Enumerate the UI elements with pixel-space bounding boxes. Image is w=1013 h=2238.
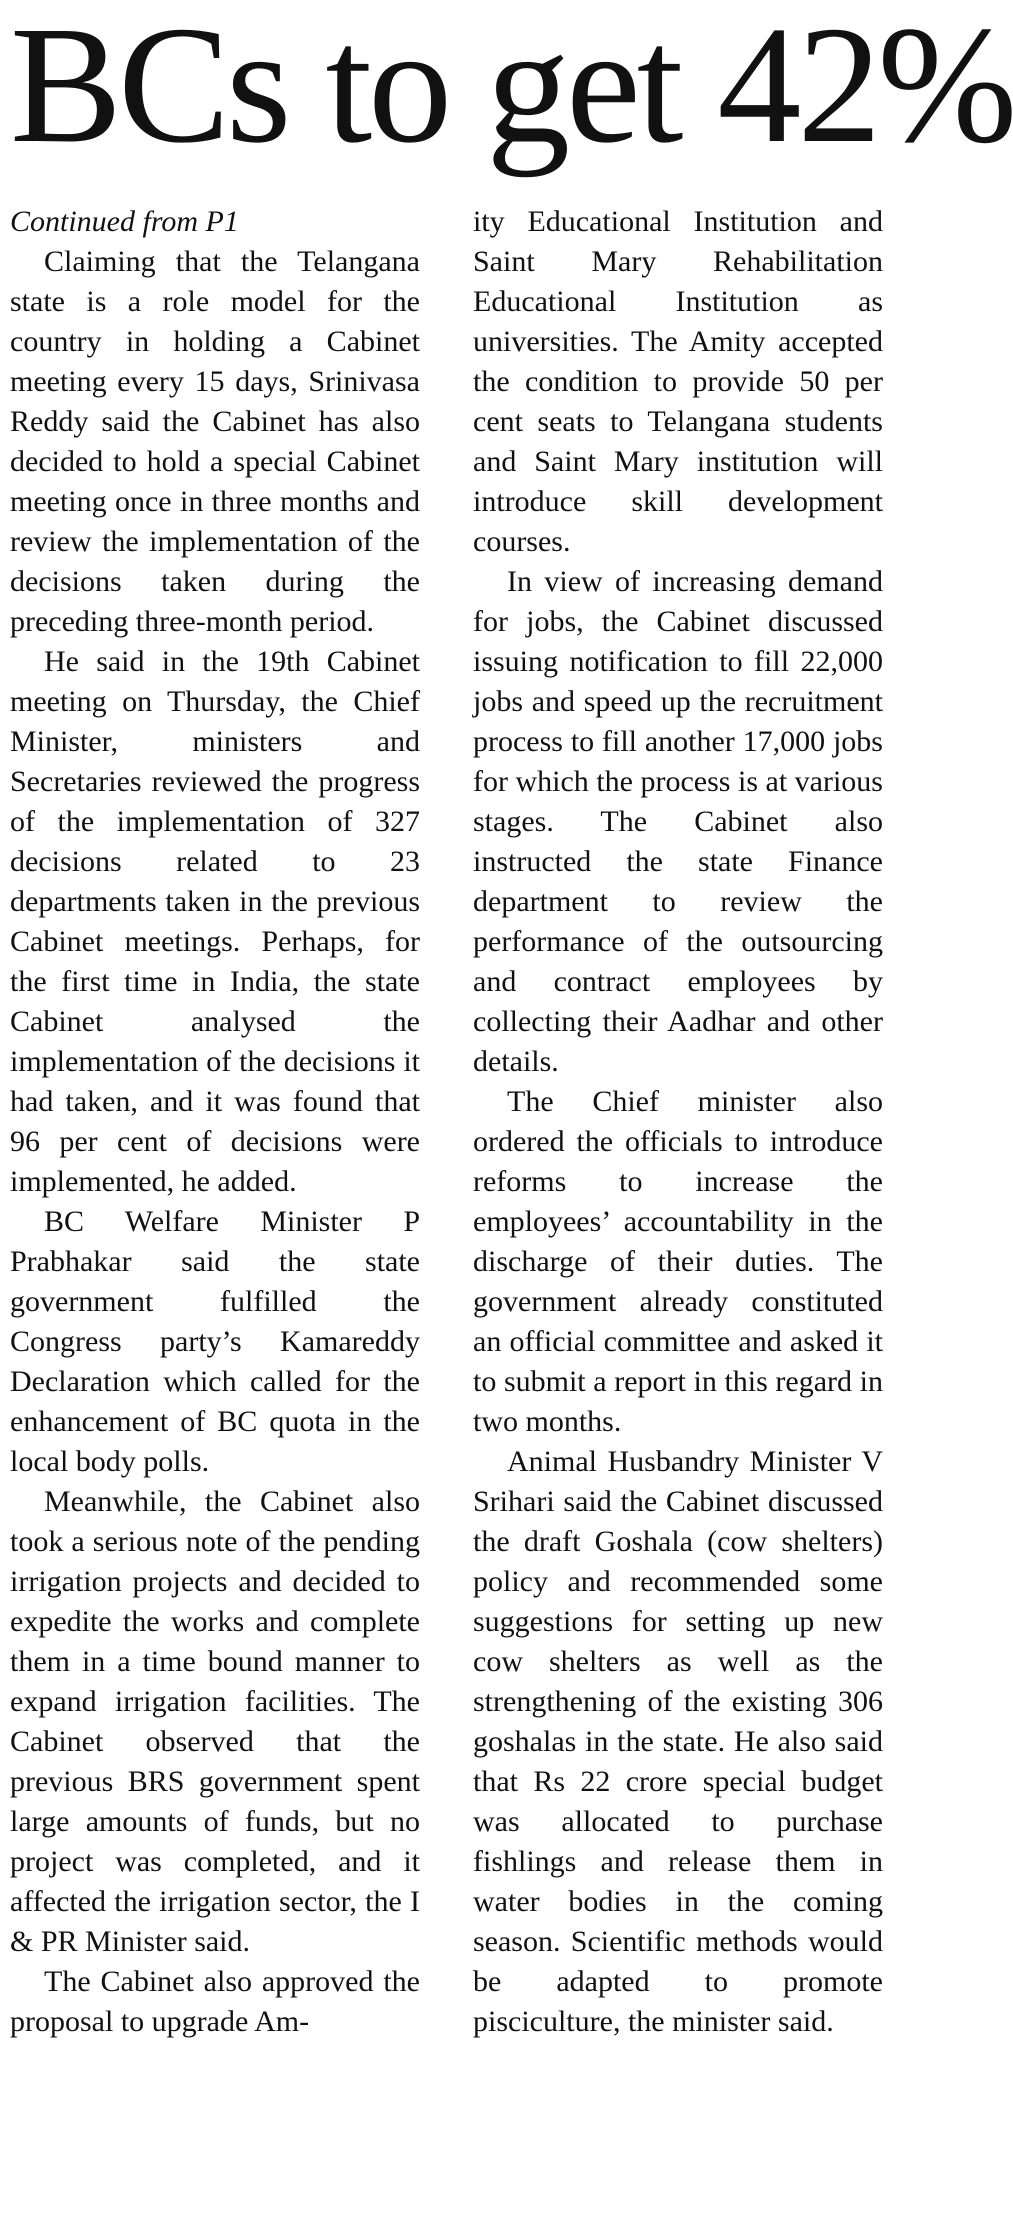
paragraph-19th-cabinet-meeting: He said in the 19th Cabinet meeting on Thursday, the Chief Minister, ministers and Secretaries reviewed the progress of the implementation of 327 decisions related to 23 departments taken in the previous Cabinet meetings. Perhaps, for the first time in India, the state Cabinet analysed the implementation of the decisions it had taken, and it was found that 96 per cent of decisions were implemented, he added. (10, 645, 420, 1198)
paragraph-goshala-policy: Animal Husbandry Minister V Srihari said the Cabinet discussed the draft Goshala (cow shelters) policy and recommended some suggestions for setting up new cow shelters as well as the strengthening of the existing 306 goshalas in the state. He also said that Rs 22 crore special budget was allocated to purchase fishlings and release them in water bodies in the coming season. Scientific methods would be adapted to promote pisciculture, the minister said. (473, 1445, 883, 2038)
article-column-right (473, 202, 883, 2042)
article-column-left (10, 202, 420, 2042)
paragraph-irrigation-projects: Meanwhile, the Cabinet also took a serious note of the pending irrigation projects and decided to expedite the works and complete them in a time bound manner to expand irrigation facilities. The Cabinet observed that the previous BRS government spent large amounts of funds, but no project was completed, and it affected the irrigation sector, the I & PR Minister said. (10, 1485, 420, 1958)
paragraph-employee-accountability: The Chief minister also ordered the officials to introduce reforms to increase the employees’ accountability in the discharge of their duties. The government already constituted an official committee and asked it to submit a report in this regard in two months. (473, 1085, 883, 1438)
headline: BCs to get 42% (10, 0, 1013, 178)
paragraph-job-notifications: In view of increasing demand for jobs, the Cabinet discussed issuing notification to fill 22,000 jobs and speed up the recruitment process to fill another 17,000 jobs for which the process is at various stages. The Cabinet also instructed the state Finance department to review the performance of the outsourcing and contract employees by collecting their Aadhar and other details. (473, 565, 883, 1078)
continued-from-label: Continued from P1 (10, 205, 239, 238)
paragraph-university-upgrade-start: The Cabinet also approved the proposal to upgrade Am- (10, 1965, 420, 2038)
paragraph-cabinet-meeting-frequency: Claiming that the Telangana state is a role model for the country in holding a Cabinet meeting every 15 days, Srinivasa Reddy said the Cabinet has also decided to hold a special Cabinet meeting once in three months and review the implementation of the decisions taken during the preceding three-month period. (10, 245, 420, 638)
paragraph-university-upgrade-end: ity Educational Institution and Saint Mary Rehabilitation Educational Institution as universities. The Amity accepted the condition to provide 50 per cent seats to Telangana students and Saint Mary institution will introduce skill development courses. (473, 205, 883, 558)
paragraph-bc-welfare-minister: BC Welfare Minister P Prabhakar said the state government fulfilled the Congress party’s Kamareddy Declaration which called for the enhancement of BC quota in the local body polls. (10, 1205, 420, 1478)
